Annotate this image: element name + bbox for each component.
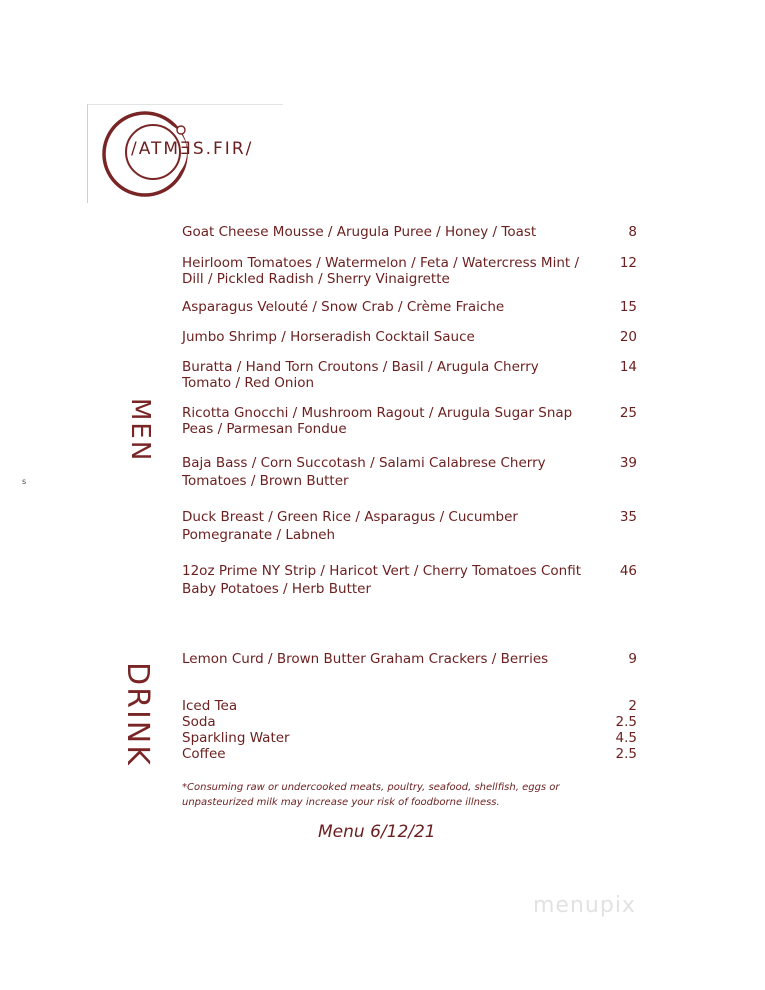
menu-item: [182, 329, 637, 345]
logo-box: [87, 104, 283, 203]
menu-item-price: 14: [619, 359, 637, 375]
section-label-menu: MEN: [125, 398, 155, 463]
drink-name: Soda: [182, 714, 216, 730]
drink-name: Iced Tea: [182, 698, 238, 714]
stray-character: s: [22, 477, 27, 486]
menu-item-description: Buratta / Hand Torn Croutons / Basil / Arugula Cherry Tomato / Red Onion: [182, 359, 539, 391]
menu-item-description: 12oz Prime NY Strip / Haricot Vert / Cherry Tomatoes Confit Baby Potatoes / Herb Butter: [182, 563, 582, 597]
menu-item: [182, 224, 637, 240]
menu-item: [182, 299, 637, 315]
drink-row: [182, 714, 637, 730]
drink-price: 2.5: [615, 746, 637, 762]
menu-item: [182, 405, 637, 437]
menu-item: [182, 255, 637, 287]
menu-item-price: 9: [628, 651, 637, 667]
menu-item-price: 8: [628, 224, 637, 240]
drink-price: 2: [628, 698, 637, 714]
drink-row: [182, 746, 637, 762]
menu-item-description: Goat Cheese Mousse / Arugula Puree / Honey / Toast: [182, 224, 537, 240]
menu-item-price: 15: [619, 299, 637, 315]
drinks-list: [182, 698, 637, 762]
section-label-drink: DRINK: [120, 662, 155, 767]
menupix-watermark: menupix: [533, 893, 636, 918]
menu-item: [182, 454, 637, 490]
drink-price: 4.5: [615, 730, 637, 746]
menu-item-description: Ricotta Gnocchi / Mushroom Ragout / Arugula Sugar Snap Peas / Parmesan Fondue: [182, 405, 573, 437]
drink-row: [182, 730, 637, 746]
menu-item-description: Baja Bass / Corn Succotash / Salami Calabrese Cherry Tomatoes / Brown Butter: [182, 455, 546, 489]
menu-item-price: 46: [619, 563, 637, 579]
menu-date: Menu 6/12/21: [318, 822, 436, 842]
menu-item: [182, 508, 637, 544]
drink-name: Coffee: [182, 746, 226, 762]
menu-item-price: 35: [619, 509, 637, 525]
drink-row: [182, 698, 637, 714]
logo-text: /ATMƎS.FIR/: [131, 139, 254, 159]
menu-item-price: 12: [619, 255, 637, 271]
food-safety-disclaimer: *Consuming raw or undercooked meats, poultry, seafood, shellfish, eggs or unpasteurized milk may increase your risk of foodborne illness.: [182, 782, 560, 808]
menu-item-price: 20: [619, 329, 637, 345]
drink-name: Sparkling Water: [182, 730, 290, 746]
menu-item-description: Asparagus Velouté / Snow Crab / Crème Fraiche: [182, 299, 505, 315]
menu-item-description: Jumbo Shrimp / Horseradish Cocktail Sauce: [182, 329, 475, 345]
menu-item-description: Lemon Curd / Brown Butter Graham Crackers / Berries: [182, 651, 549, 667]
menu-item: [182, 359, 637, 391]
menu-item: [182, 562, 637, 598]
menu-item-description: Duck Breast / Green Rice / Asparagus / Cucumber Pomegranate / Labneh: [182, 509, 518, 543]
dessert-item: [182, 651, 637, 667]
menu-item-description: Heirloom Tomatoes / Watermelon / Feta / Watercress Mint / Dill / Pickled Radish / Sherry Vinaigrette: [182, 255, 580, 287]
drink-price: 2.5: [615, 714, 637, 730]
menu-item-price: 25: [619, 405, 637, 421]
menu-item-price: 39: [619, 455, 637, 471]
